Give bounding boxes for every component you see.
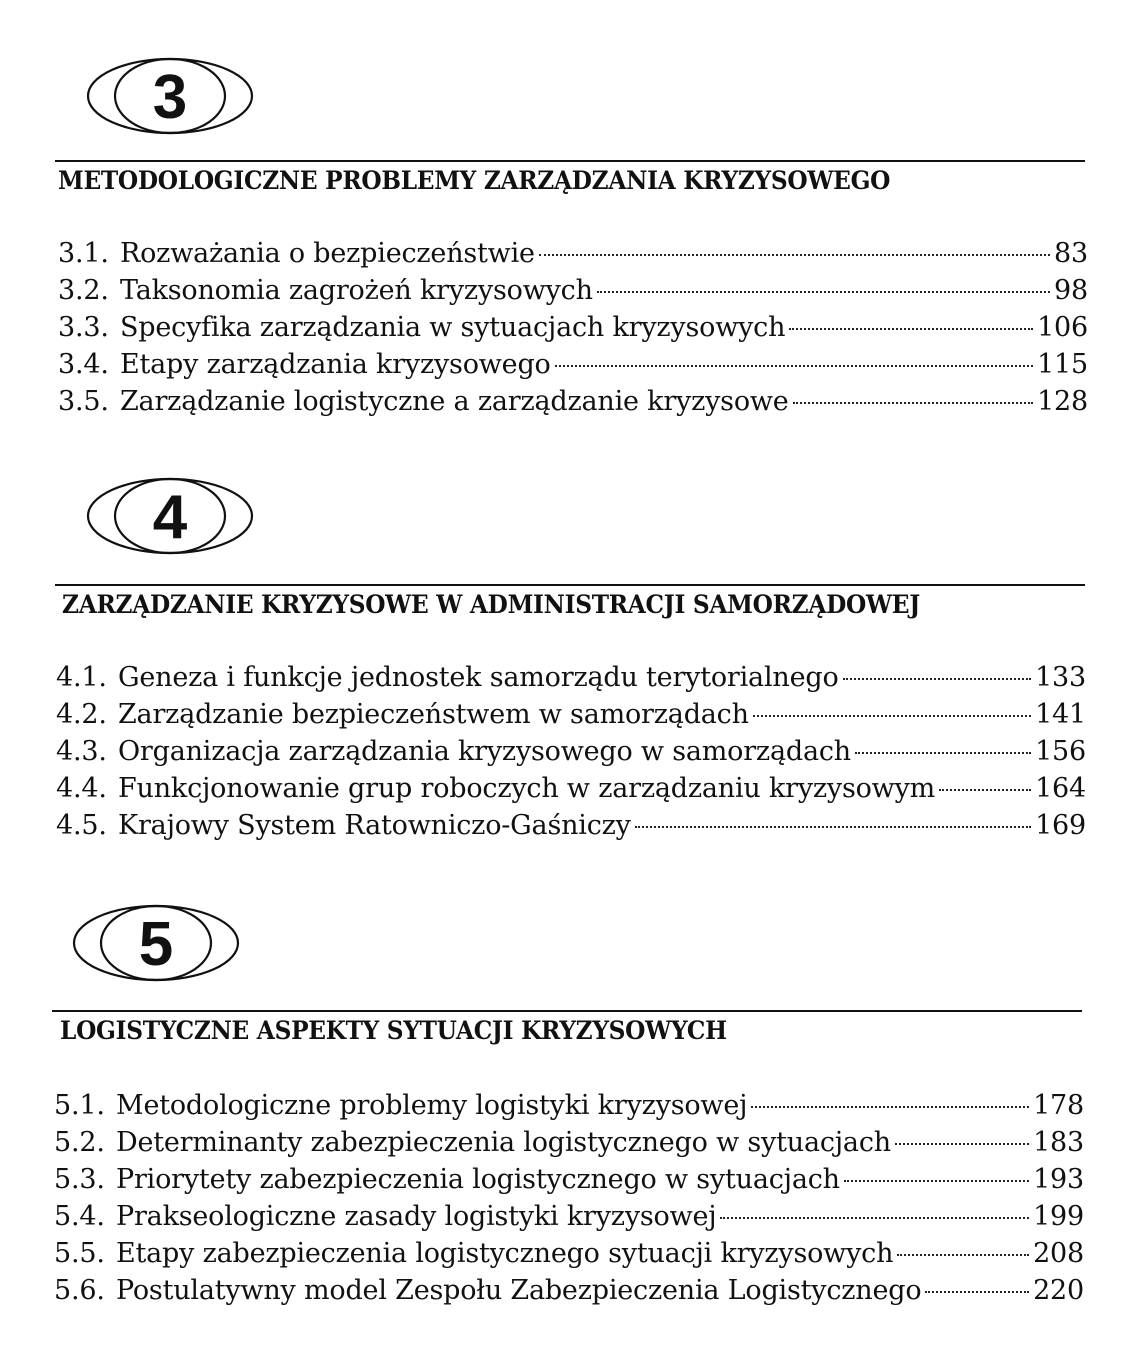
entry-label: Determinanty zabezpieczenia logistycznego w sytuacjach bbox=[116, 1127, 891, 1158]
entry-number: 5.5. bbox=[54, 1238, 105, 1269]
toc-entry[interactable] bbox=[56, 699, 1086, 736]
entry-page: 164 bbox=[1035, 773, 1086, 804]
entry-label: Etapy zabezpieczenia logistycznego sytuacji kryzysowych bbox=[116, 1238, 894, 1269]
entry-page: 178 bbox=[1033, 1090, 1084, 1121]
entry-label: Krajowy System Ratowniczo-Gaśniczy bbox=[118, 810, 631, 841]
entry-number: 4.3. bbox=[56, 736, 107, 767]
chapter-number: 4 bbox=[152, 483, 188, 552]
entry-number: 4.1. bbox=[56, 662, 107, 693]
leader-dots bbox=[751, 1106, 1029, 1108]
leader-dots bbox=[895, 1143, 1029, 1145]
chapter-number: 5 bbox=[138, 910, 174, 979]
toc-entry[interactable] bbox=[58, 312, 1088, 349]
leader-dots bbox=[897, 1254, 1029, 1256]
toc-list bbox=[54, 1090, 1084, 1312]
chapter-title: LOGISTYCZNE ASPEKTY SYTUACJI KRYZYSOWYCH bbox=[60, 1016, 727, 1045]
toc-entry[interactable] bbox=[54, 1238, 1084, 1275]
entry-number: 5.3. bbox=[54, 1164, 105, 1195]
entry-page: 183 bbox=[1033, 1127, 1084, 1158]
entry-page: 98 bbox=[1054, 275, 1088, 306]
chapter-number-badge bbox=[86, 56, 266, 136]
entry-number: 5.6. bbox=[54, 1275, 105, 1306]
entry-label: Geneza i funkcje jednostek samorządu terytorialnego bbox=[118, 662, 839, 693]
entry-number: 4.2. bbox=[56, 699, 107, 730]
entry-page: 199 bbox=[1033, 1201, 1084, 1232]
toc-list bbox=[58, 238, 1088, 423]
chapter-number: 3 bbox=[152, 63, 188, 132]
chapter-number-badge bbox=[72, 903, 252, 983]
leader-dots bbox=[720, 1217, 1029, 1219]
double-ellipse-icon bbox=[86, 476, 266, 556]
leader-dots bbox=[925, 1291, 1029, 1293]
entry-label: Specyfika zarządzania w sytuacjach kryzysowych bbox=[120, 312, 786, 343]
entry-label: Funkcjonowanie grup roboczych w zarządzaniu kryzysowym bbox=[118, 773, 936, 804]
double-ellipse-icon bbox=[86, 56, 266, 136]
leader-dots bbox=[597, 291, 1050, 293]
entry-page: 141 bbox=[1035, 699, 1086, 730]
entry-number: 5.2. bbox=[54, 1127, 105, 1158]
toc-entry[interactable] bbox=[54, 1127, 1084, 1164]
divider bbox=[55, 160, 1085, 162]
divider bbox=[52, 1010, 1082, 1012]
entry-page: 133 bbox=[1035, 662, 1086, 693]
entry-label: Zarządzanie logistyczne a zarządzanie kryzysowe bbox=[120, 386, 789, 417]
toc-entry[interactable] bbox=[56, 662, 1086, 699]
entry-page: 193 bbox=[1033, 1164, 1084, 1195]
chapter-title: METODOLOGICZNE PROBLEMY ZARZĄDZANIA KRYZYSOWEGO bbox=[58, 166, 891, 195]
leader-dots bbox=[753, 715, 1031, 717]
entry-label: Taksonomia zagrożeń kryzysowych bbox=[120, 275, 593, 306]
entry-label: Etapy zarządzania kryzysowego bbox=[120, 349, 551, 380]
leader-dots bbox=[855, 752, 1031, 754]
entry-label: Zarządzanie bezpieczeństwem w samorządach bbox=[118, 699, 749, 730]
entry-page: 128 bbox=[1037, 386, 1088, 417]
toc-entry[interactable] bbox=[58, 386, 1088, 423]
toc-entry[interactable] bbox=[58, 349, 1088, 386]
leader-dots bbox=[843, 678, 1032, 680]
entry-label: Prakseologiczne zasady logistyki kryzysowej bbox=[116, 1201, 717, 1232]
divider bbox=[55, 584, 1085, 586]
toc-entry[interactable] bbox=[54, 1090, 1084, 1127]
entry-number: 3.4. bbox=[58, 349, 109, 380]
entry-number: 3.5. bbox=[58, 386, 109, 417]
toc-entry[interactable] bbox=[54, 1275, 1084, 1312]
entry-label: Priorytety zabezpieczenia logistycznego w sytuacjach bbox=[116, 1164, 840, 1195]
entry-number: 4.4. bbox=[56, 773, 107, 804]
toc-entry[interactable] bbox=[58, 238, 1088, 275]
entry-page: 83 bbox=[1054, 238, 1088, 269]
toc-list bbox=[56, 662, 1086, 847]
chapter-number-badge bbox=[86, 476, 266, 556]
leader-dots bbox=[939, 789, 1031, 791]
toc-entry[interactable] bbox=[56, 773, 1086, 810]
leader-dots bbox=[555, 365, 1033, 367]
leader-dots bbox=[539, 254, 1050, 256]
entry-number: 4.5. bbox=[56, 810, 107, 841]
entry-page: 115 bbox=[1037, 349, 1088, 380]
entry-number: 3.3. bbox=[58, 312, 109, 343]
leader-dots bbox=[844, 1180, 1029, 1182]
entry-label: Rozważania o bezpieczeństwie bbox=[120, 238, 535, 269]
leader-dots bbox=[789, 328, 1033, 330]
entry-number: 5.1. bbox=[54, 1090, 105, 1121]
chapter-title: ZARZĄDZANIE KRYZYSOWE W ADMINISTRACJI SAMORZĄDOWEJ bbox=[62, 590, 920, 619]
entry-page: 156 bbox=[1035, 736, 1086, 767]
entry-number: 3.2. bbox=[58, 275, 109, 306]
entry-label: Postulatywny model Zespołu Zabezpieczenia Logistycznego bbox=[116, 1275, 922, 1306]
entry-page: 169 bbox=[1035, 810, 1086, 841]
entry-number: 5.4. bbox=[54, 1201, 105, 1232]
entry-number: 3.1. bbox=[58, 238, 109, 269]
toc-entry[interactable] bbox=[56, 736, 1086, 773]
toc-entry[interactable] bbox=[54, 1164, 1084, 1201]
entry-label: Metodologiczne problemy logistyki kryzysowej bbox=[116, 1090, 748, 1121]
entry-page: 106 bbox=[1037, 312, 1088, 343]
double-ellipse-icon bbox=[72, 903, 252, 983]
toc-entry[interactable] bbox=[56, 810, 1086, 847]
entry-page: 220 bbox=[1033, 1275, 1084, 1306]
leader-dots bbox=[793, 402, 1033, 404]
toc-entry[interactable] bbox=[58, 275, 1088, 312]
entry-page: 208 bbox=[1033, 1238, 1084, 1269]
leader-dots bbox=[635, 826, 1031, 828]
entry-label: Organizacja zarządzania kryzysowego w samorządach bbox=[118, 736, 851, 767]
toc-entry[interactable] bbox=[54, 1201, 1084, 1238]
